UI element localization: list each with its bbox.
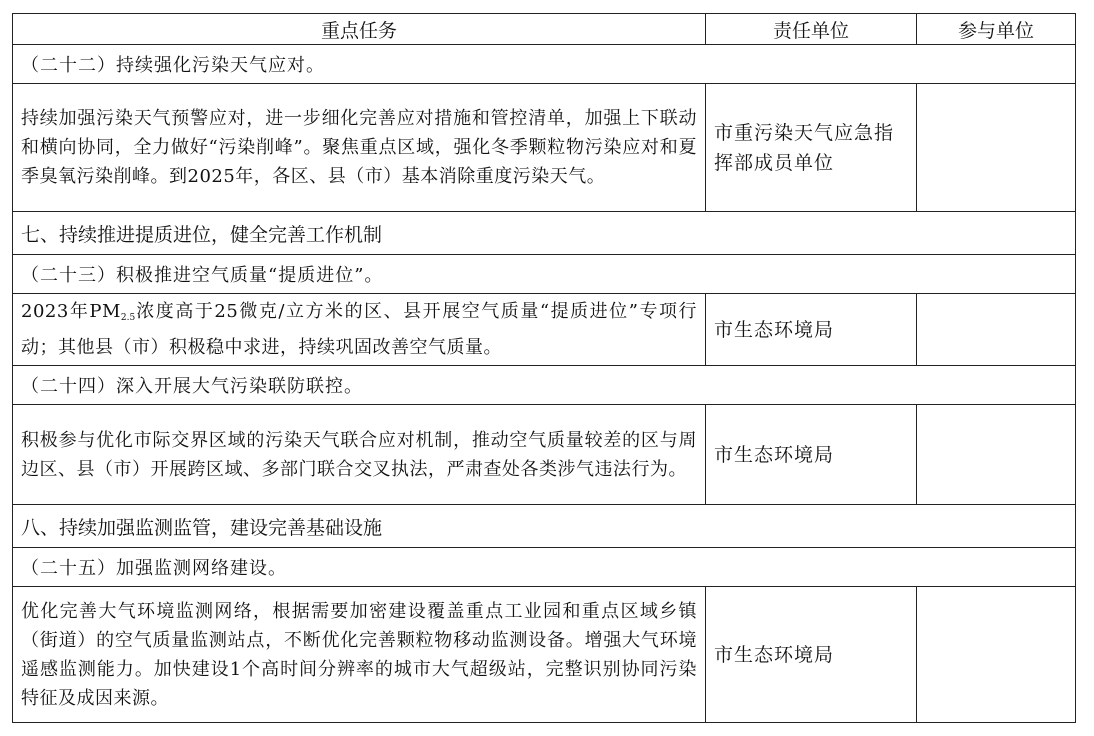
task-row [13, 405, 1076, 505]
subsection-row [13, 548, 1076, 587]
section-title: 八、持续加强监测监管，建设完善基础设施 [13, 505, 1076, 548]
participating-unit [917, 84, 1076, 212]
responsible-unit: 市生态环境局 [706, 587, 917, 723]
subsection-title: （二十二）持续强化污染天气应对。 [13, 45, 1076, 84]
task-row [13, 587, 1076, 723]
subsection-row [13, 255, 1076, 294]
participating-unit [917, 587, 1076, 723]
participating-unit [917, 294, 1076, 366]
participating-unit [917, 405, 1076, 505]
task-text-prefix: 2023年PM [21, 301, 121, 322]
task-row [13, 294, 1076, 366]
subsection-row [13, 45, 1076, 84]
task-description: 优化完善大气环境监测网络，根据需要加密建设覆盖重点工业园和重点区域乡镇（街道）的空气质量监测站点，不断优化完善颗粒物移动监测设备。增强大气环境遥感监测能力。加快建设1个高时间分辨率的城市大气超级站，完整识别协同污染特征及成因来源。 [13, 587, 706, 723]
subsection-title: （二十四）深入开展大气污染联防联控。 [13, 366, 1076, 405]
task-description: 持续加强污染天气预警应对，进一步细化完善应对措施和管控清单，加强上下联动和横向协同，全力做好“污染削峰”。聚焦重点区域，强化冬季颗粒物污染应对和夏季臭氧污染削峰。到2025年，各区、县（市）基本消除重度污染天气。 [13, 84, 706, 212]
responsible-unit: 市重污染天气应急指挥部成员单位 [706, 84, 917, 212]
header-responsible-unit: 责任单位 [706, 14, 917, 45]
task-table [12, 13, 1076, 723]
section-title: 七、持续推进提质进位，健全完善工作机制 [13, 212, 1076, 255]
subsection-title: （二十三）积极推进空气质量“提质进位”。 [13, 255, 1076, 294]
header-key-tasks: 重点任务 [13, 14, 706, 45]
task-text-suffix: 浓度高于25微克/立方米的区、县开展空气质量“提质进位”专项行动；其他县（市）积极稳中求进，持续巩固改善空气质量。 [21, 301, 697, 358]
pm-subscript: 2.5 [120, 313, 136, 323]
task-row [13, 84, 1076, 212]
responsible-unit: 市生态环境局 [706, 405, 917, 505]
header-participating-unit: 参与单位 [917, 14, 1076, 45]
task-description [13, 294, 706, 366]
section-row [13, 212, 1076, 255]
task-description: 积极参与优化市际交界区域的污染天气联合应对机制，推动空气质量较差的区与周边区、县（市）开展跨区域、多部门联合交叉执法，严肃查处各类涉气违法行为。 [13, 405, 706, 505]
table-header-row [13, 14, 1076, 45]
subsection-title: （二十五）加强监测网络建设。 [13, 548, 1076, 587]
section-row [13, 505, 1076, 548]
responsible-unit: 市生态环境局 [706, 294, 917, 366]
subsection-row [13, 366, 1076, 405]
